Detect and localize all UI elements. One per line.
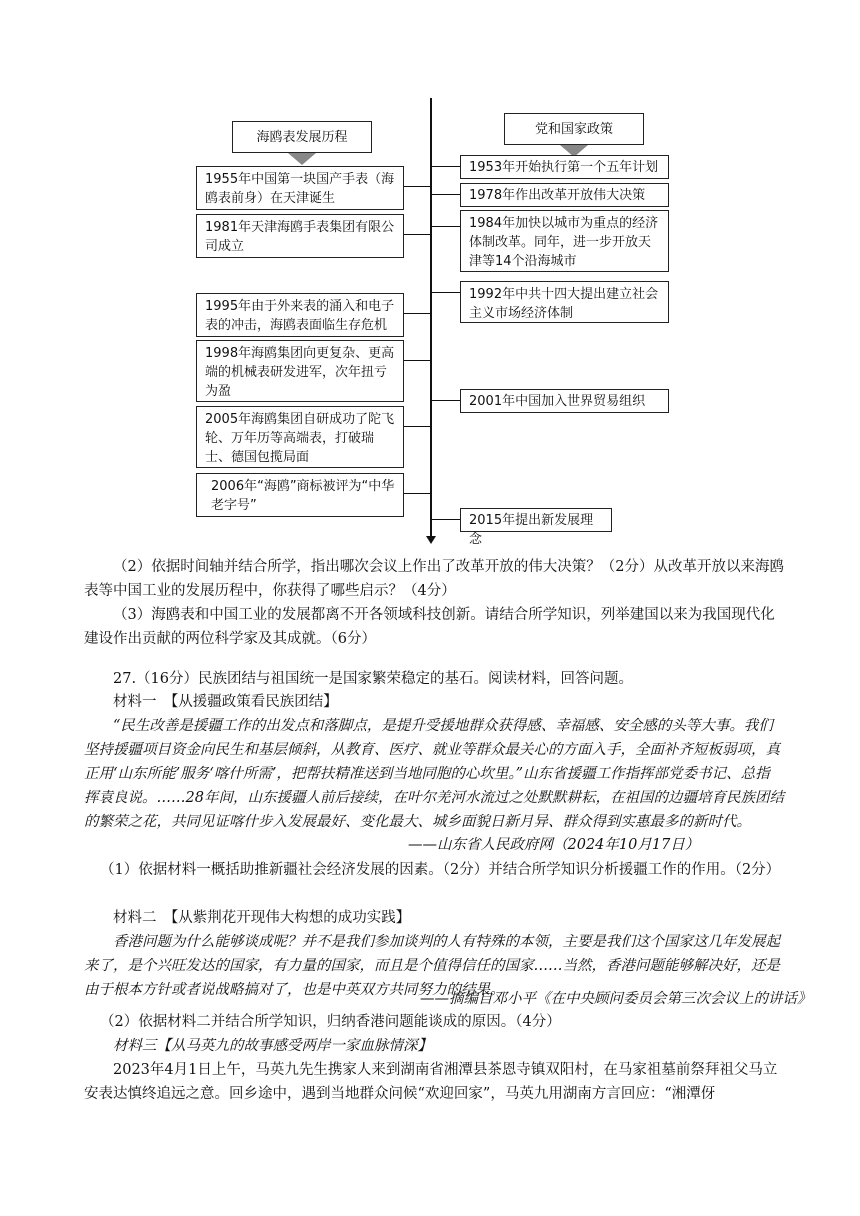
material-3-body: 2023年4月1日上午，马英九先生携家人来到湖南省湘潭县茶恩寺镇双阳村，在马家祖墓前祭拜祖父马立安表达慎终追远之意。回乡途中，遇到当地群众问候“欢迎回家”，马英九用湖南方言回应：“湘潭伢 [84, 1062, 778, 1102]
right-event-1978: 1978年作出改革开放伟大决策 [460, 183, 669, 207]
tick [404, 493, 430, 494]
material-2-body: 香港问题为什么能够谈成呢？并不是我们参加谈判的人有特殊的本领，主要是我们这个国家这几年发展起来了，是个兴旺发达的国家，有力量的国家，而且是个值得信任的国家……当然，香港问题能够解决好，还是由于根本方针或者说战略搞对了，也是中英双方共同努力的结果。 [84, 934, 780, 998]
left-event-1995: 1995年由于外来表的涌入和电子表的冲击，海鸥表面临生存危机 [196, 293, 404, 337]
timeline-diagram [0, 0, 860, 550]
tick [430, 166, 460, 167]
timeline-arrow [426, 536, 436, 544]
q27-part1: （1）依据材料一概括助推新疆社会经济发展的因素。（2分）并结合所学知识分析援疆工作的作用。（2分） [100, 862, 781, 878]
q26-part3: （3）海鸥表和中国工业的发展都离不开各领域科技创新。请结合所学知识，列举建国以来为我国现代化建设作出贡献的两位科学家及其成就。（6分） [84, 607, 775, 647]
left-event-1998: 1998年海鸥集团向更复杂、更高端的机械表研发进军，次年扭亏为盈 [196, 340, 404, 402]
material-1-body: “民生改善是援疆工作的出发点和落脚点，是提升受援地群众获得感、幸福感、安全感的头等大事。我们坚持援疆项目资金向民生和基层倾斜，从教育、医疗、就业等群众最关心的方面入手，全面补齐短板弱项，真正用‘山东所能’服务‘喀什所需’，把帮扶精准送到当地同胞的心坎里。”山东省援疆工作指挥部党委书记、总指挥袁良说。……28年间，山东援疆人前后接续，在叶尔羌河水流过之处默默耕耘，在祖国的边疆培育民族团结的繁荣之花，共同见证喀什步入发展最好、变化最大、城乡面貌日新月异、群众得到实惠最多的新时代。 [84, 718, 784, 830]
tick [404, 234, 430, 235]
material-2-source: ——摘编自邓小平《在中央顾问委员会第三次会议上的讲话》 [420, 991, 812, 1007]
material-3-title: 材料三【从马英九的故事感受两岸一家血脉情深】 [113, 1038, 432, 1054]
q26-part2: （2）依据时间轴并结合所学，指出哪次会议上作出了改革开放的伟大决策？（2分）从改革开放以来海鸥表等中国工业的发展历程中，你获得了哪些启示？（4分） [84, 559, 784, 599]
right-event-1992: 1992年中共十四大提出建立社会主义市场经济体制 [460, 281, 669, 323]
material-1-title: 材料一 【从援疆政策看民族团结】 [113, 694, 338, 710]
left-header-box: 海鸥表发展历程 [232, 121, 372, 153]
left-header-chevron [288, 153, 316, 165]
tick [430, 400, 460, 401]
material-1-source: ——山东省人民政府网（2024年10月17日） [408, 837, 700, 853]
right-event-1984: 1984年加快以城市为重点的经济体制改革。同年，进一步开放天津等14个沿海城市 [460, 210, 669, 272]
material-2-title: 材料二 【从紫荆花开现伟大构想的成功实践】 [113, 910, 411, 926]
tick [404, 186, 430, 187]
timeline-axis [430, 98, 432, 540]
right-event-2015: 2015年提出新发展理念 [460, 508, 612, 532]
tick [404, 360, 430, 361]
tick [430, 292, 460, 293]
tick [430, 226, 460, 227]
right-header-box: 党和国家政策 [504, 113, 644, 145]
q27-intro: 27.（16分）民族团结与祖国统一是国家繁荣稳定的基石。阅读材料，回答问题。 [113, 671, 634, 687]
q27-part2: （2）依据材料二并结合所学知识，归纳香港问题能谈成的原因。（4分） [100, 1014, 561, 1030]
tick [430, 194, 460, 195]
left-event-1955: 1955年中国第一块国产手表（海鸥表前身）在天津诞生 [196, 166, 404, 210]
left-event-2005: 2005年海鸥集团自研成功了陀飞轮、万年历等高端表，打破瑞士、德国包揽局面 [196, 406, 404, 468]
tick [430, 519, 460, 520]
right-event-1953: 1953年开始执行第一个五年计划 [460, 155, 669, 179]
right-event-2001: 2001年中国加入世界贸易组织 [460, 389, 669, 413]
tick [404, 426, 430, 427]
left-event-2006: 2006年“海鸥”商标被评为“中华老字号” [196, 473, 404, 517]
tick [404, 313, 430, 314]
left-event-1981: 1981年天津海鸥手表集团有限公司成立 [196, 214, 404, 258]
